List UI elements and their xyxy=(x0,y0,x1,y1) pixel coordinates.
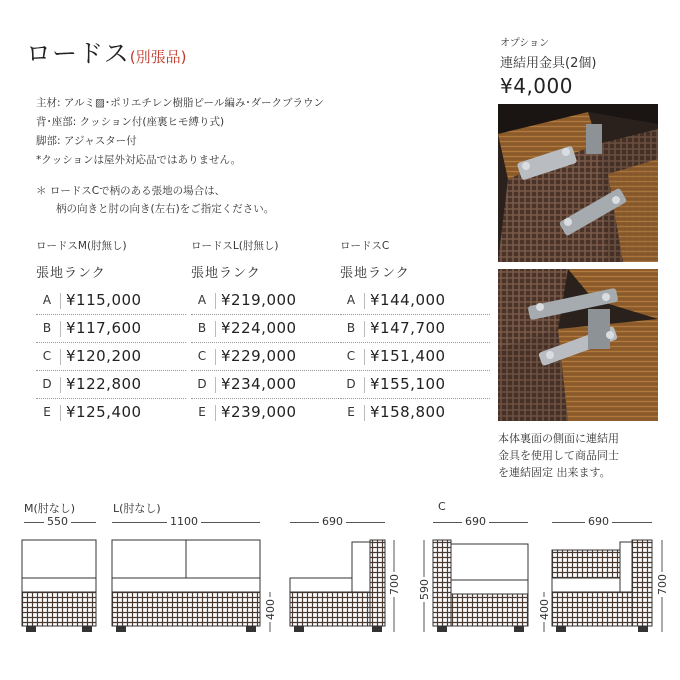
connector-photo-1 xyxy=(498,104,658,262)
price-value: ¥115,000 xyxy=(66,291,142,309)
rank-label: 張地ランク xyxy=(191,266,261,281)
dim-height-arm-c: 590 xyxy=(418,579,431,600)
product-subtitle: (別張品) xyxy=(129,48,187,66)
grade-label: E xyxy=(347,405,355,419)
grade-label: C xyxy=(346,349,356,363)
price-row xyxy=(340,343,490,371)
grade-label: A xyxy=(197,293,207,307)
grade-label: E xyxy=(198,405,206,419)
spec-legs: 脚部: アジャスター付 xyxy=(36,135,137,147)
dim-height-total-ml: 700 xyxy=(388,574,401,595)
price-value: ¥224,000 xyxy=(221,319,297,337)
grade-label: B xyxy=(42,321,52,335)
grade-label: A xyxy=(42,293,52,307)
dim-depth-c-side: 690 xyxy=(585,515,612,528)
grade-label: E xyxy=(43,405,51,419)
dim-height-seat-ml: 400 xyxy=(264,599,277,620)
sofa-c-front xyxy=(433,540,528,632)
price-row xyxy=(36,399,186,426)
spec-back-seat: 背･座部: クッション付(座裏ヒモ縛り式) xyxy=(36,116,225,128)
dim-width-l: 1100 xyxy=(167,515,201,528)
price-table-title: ロードスM(肘無し) xyxy=(36,240,127,252)
price-table-m xyxy=(36,238,186,426)
diagram-label-l: L(肘なし) xyxy=(113,502,161,515)
grade-label: D xyxy=(197,377,207,391)
connector-photo-2-image xyxy=(498,269,658,421)
fabric-note-line2: 柄の向きと肘の向き(左右)をご指定ください。 xyxy=(56,203,275,215)
price-value: ¥234,000 xyxy=(221,375,297,393)
price-table-l xyxy=(191,238,341,426)
dim-depth-c-front: 690 xyxy=(462,515,489,528)
grade-label: B xyxy=(346,321,356,335)
price-value: ¥120,200 xyxy=(66,347,142,365)
sofa-diagrams xyxy=(0,530,680,640)
price-value: ¥158,800 xyxy=(370,403,446,421)
price-value: ¥151,400 xyxy=(370,347,446,365)
spec-material: 主材: アルミ▨･ポリエチレン樹脂ピール編み･ダークブラウン xyxy=(36,97,325,109)
diagram-label-m: M(肘なし) xyxy=(24,502,76,515)
spec-cushion-note: *クッションは屋外対応品ではありません。 xyxy=(36,154,242,166)
dim-depth-ml: 690 xyxy=(319,515,346,528)
price-row xyxy=(340,399,490,426)
fabric-note xyxy=(36,182,274,218)
option-caption-line2: 金具を使用して商品同士 xyxy=(498,449,619,462)
grade-label: D xyxy=(42,377,52,391)
option-caption xyxy=(498,430,663,481)
price-value: ¥122,800 xyxy=(66,375,142,393)
price-value: ¥144,000 xyxy=(370,291,446,309)
page-title xyxy=(26,34,186,70)
price-value: ¥117,600 xyxy=(66,319,142,337)
price-table-c xyxy=(340,238,490,426)
grade-label: D xyxy=(346,377,356,391)
price-row xyxy=(191,315,341,343)
price-row xyxy=(191,371,341,399)
grade-label: A xyxy=(346,293,356,307)
sofa-c-side xyxy=(552,540,652,632)
price-row xyxy=(340,371,490,399)
fabric-note-line1: ＊ ロードスCで柄のある張地の場合は、 xyxy=(36,185,226,197)
price-row xyxy=(191,287,341,315)
price-value: ¥155,100 xyxy=(370,375,446,393)
connector-photo-2 xyxy=(498,269,658,421)
price-table-title: ロードスL(肘無し) xyxy=(191,240,279,252)
rank-label: 張地ランク xyxy=(36,266,106,281)
price-value: ¥219,000 xyxy=(221,291,297,309)
option-caption-line1: 本体裏面の側面に連結用 xyxy=(498,432,619,445)
price-row xyxy=(36,287,186,315)
price-value: ¥229,000 xyxy=(221,347,297,365)
spec-list xyxy=(36,94,324,170)
price-value: ¥147,700 xyxy=(370,319,446,337)
option-caption-line3: を連結固定 出来ます。 xyxy=(498,466,611,479)
price-row xyxy=(36,315,186,343)
grade-label: C xyxy=(42,349,52,363)
dim-height-seat-c: 400 xyxy=(538,599,551,620)
product-name: ロードス xyxy=(26,39,130,68)
option-name: 連結用金具(2個) xyxy=(500,56,597,71)
sofa-l-front xyxy=(112,540,260,632)
dim-width-m: 550 xyxy=(44,515,71,528)
price-row xyxy=(340,287,490,315)
price-row xyxy=(191,343,341,371)
grade-label: B xyxy=(197,321,207,335)
rank-label: 張地ランク xyxy=(340,266,410,281)
price-row xyxy=(36,371,186,399)
price-table-title: ロードスC xyxy=(340,240,390,252)
dim-height-total-c: 700 xyxy=(656,574,669,595)
sofa-m-front xyxy=(22,540,96,632)
sofa-ml-side xyxy=(290,540,385,632)
price-row xyxy=(340,315,490,343)
diagram-label-c: C xyxy=(438,500,446,513)
option-label: オプション xyxy=(500,38,550,49)
price-row xyxy=(191,399,341,426)
price-row xyxy=(36,343,186,371)
price-value: ¥239,000 xyxy=(221,403,297,421)
option-price: ¥4,000 xyxy=(500,74,573,98)
grade-label: C xyxy=(197,349,207,363)
price-value: ¥125,400 xyxy=(66,403,142,421)
connector-photo-1-image xyxy=(498,104,658,262)
